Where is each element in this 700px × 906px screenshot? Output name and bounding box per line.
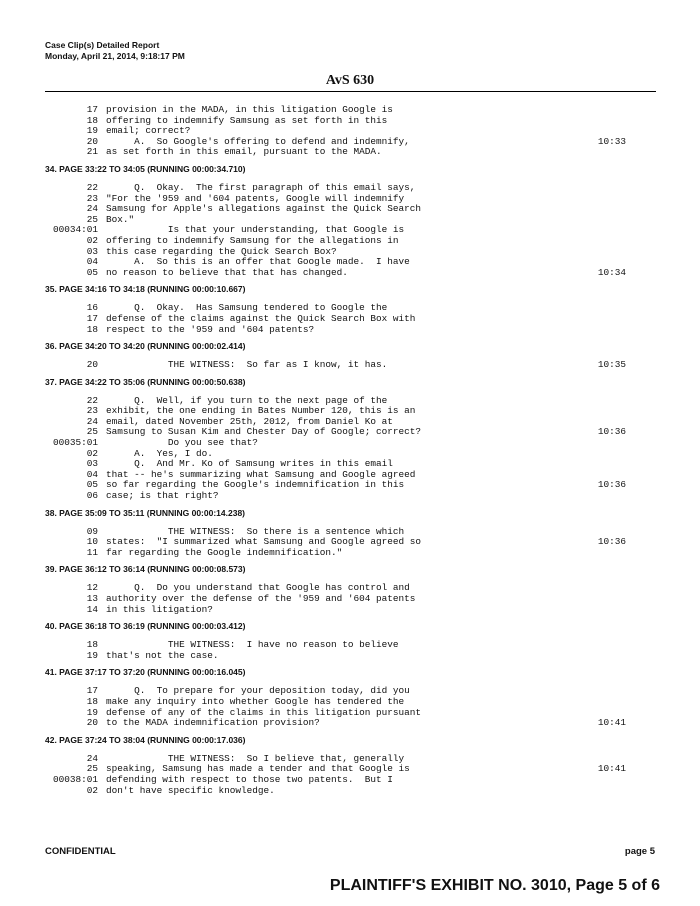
line-number: 00035:01 [52, 437, 98, 449]
line-text: defense of any of the claims in this litigation pursuant [106, 707, 422, 718]
line-timestamp [536, 105, 626, 116]
line-text: THE WITNESS: I have no reason to believe [106, 640, 399, 651]
line-number: 06 [86, 490, 98, 502]
transcript-line [45, 116, 665, 127]
line-number: 18 [86, 114, 98, 126]
transcript-line [45, 548, 665, 559]
transcript-line [45, 708, 665, 719]
transcript-line [45, 137, 665, 148]
line-text: offering to indemnify Samsung for the allegations in [106, 235, 399, 246]
line-text: don't have specific knowledge. [106, 785, 275, 796]
transcript-line [45, 491, 665, 502]
confidential-label: CONFIDENTIAL [45, 846, 116, 857]
clip-section [45, 283, 665, 335]
line-number: 19 [86, 125, 98, 137]
transcript-line [45, 204, 665, 215]
transcript-line [45, 480, 665, 491]
clip-heading: 34. PAGE 33:22 TO 34:05 (RUNNING 00:00:34.710) [45, 163, 246, 174]
line-number: 13 [86, 593, 98, 604]
document-title: AvS 630 [325, 73, 375, 88]
transcript-line [45, 775, 665, 786]
line-timestamp [536, 215, 626, 226]
line-timestamp [536, 236, 626, 247]
clip-section [45, 666, 665, 728]
clip-heading: 42. PAGE 37:24 TO 38:04 (RUNNING 00:00:17.036) [45, 734, 246, 745]
line-text: defending with respect to those two patents. But I [106, 774, 393, 785]
line-number: 16 [86, 302, 98, 314]
line-number: 23 [86, 405, 98, 417]
line-text: this case regarding the Quick Search Box? [106, 246, 337, 257]
transcript-line [45, 427, 665, 438]
transcript-line [45, 303, 665, 314]
clip-heading: 37. PAGE 34:22 TO 35:06 (RUNNING 00:00:50.638) [45, 376, 246, 387]
transcript-line [45, 268, 665, 279]
line-text: authority over the defense of the '959 and '604 patents [106, 594, 416, 604]
line-text: Do you see that? [106, 438, 258, 449]
line-text: that -- he's summarizing what Samsung and Google agreed [106, 469, 416, 480]
transcript-line [45, 527, 665, 538]
transcript-line [45, 247, 665, 258]
line-timestamp [536, 225, 626, 236]
line-timestamp [536, 438, 626, 449]
line-text: Q. And Mr. Ko of Samsung writes in this email [106, 459, 393, 470]
line-number: 18 [86, 639, 98, 651]
clip-section [45, 340, 665, 371]
clip-heading: 38. PAGE 35:09 TO 35:11 (RUNNING 00:00:14.238) [45, 507, 245, 518]
line-number: 02 [86, 784, 98, 796]
line-number: 00034:01 [52, 224, 98, 236]
line-number: 09 [86, 525, 98, 537]
transcript-line [45, 583, 665, 594]
line-number: 00038:01 [52, 773, 98, 785]
line-text: states: "I summarized what Samsung and Google agreed so [106, 537, 422, 548]
line-timestamp [536, 147, 626, 158]
clip-section [45, 507, 665, 559]
transcript-line [45, 126, 665, 137]
line-number: 25 [86, 763, 98, 775]
line-text: far regarding the Google indemnification." [106, 547, 343, 558]
line-timestamp [536, 594, 626, 605]
line-text: A. So this is an offer that Google made. I have [106, 257, 410, 268]
transcript-line [45, 360, 665, 371]
line-number: 17 [86, 312, 98, 324]
clip-heading: 39. PAGE 36:12 TO 36:14 (RUNNING 00:00:08.573) [45, 564, 246, 575]
line-text: THE WITNESS: So I believe that, generally [106, 753, 405, 764]
clip-heading: 41. PAGE 37:17 TO 37:20 (RUNNING 00:00:16.045) [45, 667, 246, 678]
line-text: Q. Okay. The first paragraph of this email says, [106, 182, 416, 193]
line-timestamp [536, 459, 626, 470]
report-date: Monday, April 21, 2014, 9:18:17 PM [45, 51, 185, 61]
line-timestamp [536, 583, 626, 594]
transcript-line [45, 537, 665, 548]
clip-section [45, 105, 665, 158]
line-number: 03 [86, 458, 98, 470]
transcript-line [45, 651, 665, 662]
clip-section [45, 734, 665, 796]
line-number: 18 [86, 323, 98, 335]
transcript-line [45, 640, 665, 651]
line-text: Samsung to Susan Kim and Chester Day of Google; correct? [106, 427, 422, 438]
line-timestamp [536, 194, 626, 205]
line-number: 20 [86, 135, 98, 147]
transcript-line [45, 147, 665, 158]
line-text: Box." [106, 214, 135, 225]
line-text: "For the '959 and '604 patents, Google will indemnify [106, 193, 405, 204]
line-timestamp [536, 697, 626, 708]
line-text: A. Yes, I do. [106, 448, 213, 459]
line-timestamp: 10:34 [597, 266, 626, 278]
transcript-line [45, 325, 665, 336]
transcript-line [45, 257, 665, 268]
line-timestamp: 10:41 [597, 717, 626, 729]
line-timestamp [536, 548, 626, 559]
transcript-line [45, 236, 665, 247]
line-timestamp: 10:36 [597, 426, 626, 438]
line-timestamp [536, 686, 626, 697]
line-number: 03 [86, 245, 98, 257]
line-text: defense of the claims against the Quick Search Box with [106, 313, 416, 324]
line-number: 23 [86, 192, 98, 204]
transcript-line [45, 417, 665, 428]
transcript-line [45, 764, 665, 775]
clip-section [45, 620, 665, 661]
line-text: speaking, Samsung has made a tender and that Google is [106, 764, 410, 775]
line-timestamp: 10:36 [597, 536, 626, 548]
line-number: 17 [86, 685, 98, 697]
clip-section [45, 563, 665, 615]
transcript-line [45, 183, 665, 194]
line-number: 24 [86, 203, 98, 215]
transcript-line [45, 314, 665, 325]
transcript-line [45, 470, 665, 481]
line-text: to the MADA indemnification provision? [106, 718, 320, 729]
transcript-line [45, 786, 665, 797]
line-timestamp [536, 406, 626, 417]
line-timestamp [536, 325, 626, 336]
line-text: email; correct? [106, 126, 191, 137]
line-number: 19 [86, 706, 98, 718]
line-text: A. So Google's offering to defend and indemnify, [106, 136, 410, 147]
line-number: 02 [86, 234, 98, 246]
page-number: page 5 [624, 846, 655, 857]
line-timestamp [536, 396, 626, 407]
exhibit-label: PLAINTIFF'S EXHIBIT NO. 3010, Page 5 of 6 [329, 877, 660, 894]
clip-heading: 36. PAGE 34:20 TO 34:20 (RUNNING 00:00:02.414) [45, 341, 246, 352]
transcript-line [45, 105, 665, 116]
line-number: 04 [86, 256, 98, 268]
line-timestamp: 10:33 [597, 135, 626, 147]
header-rule [45, 91, 656, 92]
line-text: THE WITNESS: So far as I know, it has. [106, 360, 388, 371]
transcript-line [45, 215, 665, 226]
line-text: make any inquiry into whether Google has tendered the [106, 696, 405, 707]
line-text: THE WITNESS: So there is a sentence which [106, 526, 405, 537]
line-text: in this litigation? [106, 604, 213, 615]
line-number: 25 [86, 213, 98, 225]
line-timestamp [536, 449, 626, 460]
transcript-line [45, 459, 665, 470]
line-timestamp [536, 640, 626, 651]
clip-section [45, 376, 665, 502]
line-timestamp [536, 303, 626, 314]
line-number: 04 [86, 468, 98, 480]
transcript-line [45, 605, 665, 616]
line-timestamp [536, 116, 626, 127]
transcript-line [45, 697, 665, 708]
line-timestamp [536, 605, 626, 616]
line-number: 11 [86, 546, 98, 558]
line-text: Is that your understanding, that Google is [106, 225, 405, 236]
line-number: 24 [86, 415, 98, 427]
line-number: 05 [86, 479, 98, 491]
line-number: 22 [86, 181, 98, 193]
line-number: 02 [86, 447, 98, 459]
line-timestamp: 10:35 [597, 359, 626, 371]
transcript-line [45, 686, 665, 697]
line-number: 20 [86, 717, 98, 729]
line-text: case; is that right? [106, 491, 219, 502]
line-number: 19 [86, 649, 98, 661]
line-text: Samsung for Apple's allegations against the Quick Search [106, 204, 422, 215]
line-text: provision in the MADA, in this litigation Google is [106, 105, 393, 115]
line-timestamp: 10:41 [597, 763, 626, 775]
transcript-line [45, 594, 665, 605]
transcript-line [45, 396, 665, 407]
line-timestamp [536, 183, 626, 194]
transcript-line [45, 754, 665, 765]
line-text: offering to indemnify Samsung as set forth in this [106, 115, 388, 126]
report-title: Case Clip(s) Detailed Report [45, 40, 160, 50]
line-number: 24 [86, 752, 98, 764]
line-timestamp: 10:36 [597, 479, 626, 491]
line-number: 17 [86, 104, 98, 115]
line-number: 18 [86, 695, 98, 707]
line-number: 12 [86, 582, 98, 594]
line-timestamp [536, 247, 626, 258]
line-text: so far regarding the Google's indemnification in this [106, 480, 405, 491]
line-text: that's not the case. [106, 650, 219, 661]
line-timestamp [536, 491, 626, 502]
transcript-line [45, 225, 665, 236]
line-timestamp [536, 775, 626, 786]
clip-heading: 35. PAGE 34:16 TO 34:18 (RUNNING 00:00:10.667) [45, 284, 246, 295]
transcript-body [45, 105, 665, 796]
transcript-line [45, 718, 665, 729]
line-text: Q. Do you understand that Google has control and [106, 583, 410, 594]
line-number: 22 [86, 394, 98, 406]
line-number: 10 [86, 536, 98, 548]
transcript-line [45, 449, 665, 460]
line-number: 05 [86, 266, 98, 278]
line-text: email, dated November 25th, 2012, from Daniel Ko at [106, 416, 393, 427]
line-text: no reason to believe that that has changed. [106, 267, 348, 278]
clip-heading: 40. PAGE 36:18 TO 36:19 (RUNNING 00:00:03.412) [45, 621, 246, 632]
line-number: 21 [86, 146, 98, 158]
line-text: Q. Okay. Has Samsung tendered to Google the [106, 303, 388, 314]
line-text: Q. Well, if you turn to the next page of the [106, 395, 388, 406]
line-timestamp [536, 651, 626, 662]
line-number: 25 [86, 426, 98, 438]
line-text: respect to the '959 and '604 patents? [106, 324, 315, 335]
line-text: as set forth in this email, pursuant to the MADA. [106, 147, 382, 158]
clip-section [45, 163, 665, 278]
transcript-line [45, 194, 665, 205]
report-header [45, 40, 185, 62]
line-timestamp [536, 786, 626, 797]
transcript-line [45, 406, 665, 417]
transcript-line [45, 438, 665, 449]
line-text: exhibit, the one ending in Bates Number 120, this is an [106, 406, 416, 417]
line-timestamp [536, 204, 626, 215]
line-text: Q. To prepare for your deposition today, did you [106, 686, 410, 697]
line-number: 14 [86, 603, 98, 615]
line-number: 20 [86, 359, 98, 371]
line-timestamp [536, 314, 626, 325]
